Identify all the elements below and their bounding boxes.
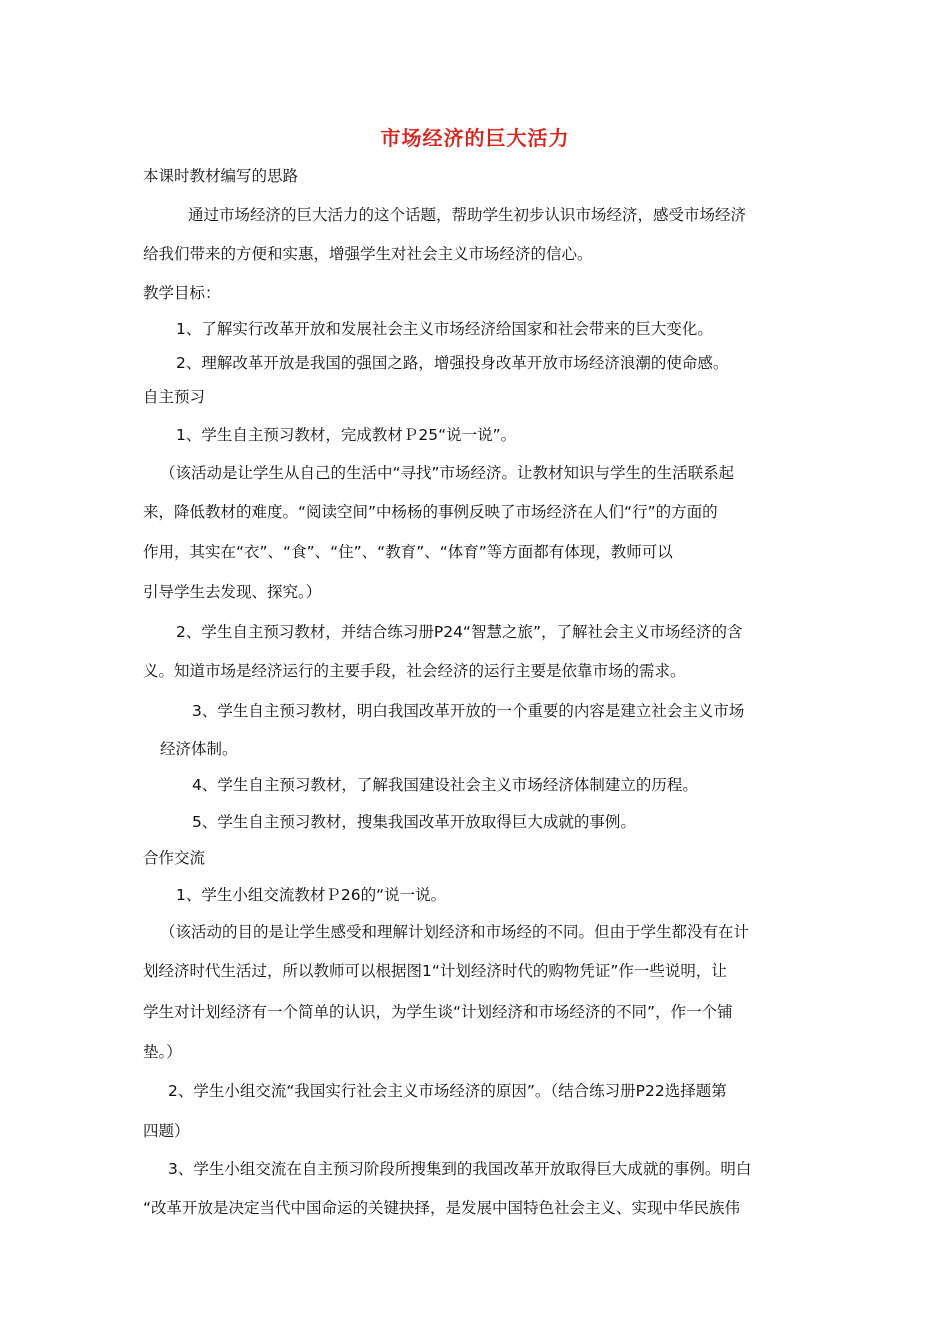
list-item: 1、了解实行改革开放和发展社会主义市场经济给国家和社会带来的巨大变化。 xyxy=(176,320,713,338)
paragraph-line: 作用，其实在“衣”、“食”、“住”、“教育”、“体育”等方面都有体现，教师可以 xyxy=(143,543,673,561)
paragraph-line: （该活动是让学生从自己的生活中“寻找”市场经济。让教材知识与学生的生活联系起 xyxy=(160,464,735,482)
list-item: 1、学生自主预习教材，完成教材Ｐ25“说一说”。 xyxy=(176,426,517,444)
list-item: 2、学生自主预习教材，并结合练习册P24“智慧之旅”，了解社会主义市场经济的含 xyxy=(176,623,743,641)
section-heading-cooperation: 合作交流 xyxy=(143,849,206,867)
list-item: 4、学生自主预习教材，了解我国建设社会主义市场经济体制建立的历程。 xyxy=(192,776,698,794)
paragraph-line: 引导学生去发现、探究。） xyxy=(143,583,322,601)
list-item: 2、学生小组交流“我国实行社会主义市场经济的原因”。（结合练习册P22选择题第 xyxy=(168,1082,727,1100)
paragraph-line: 通过市场经济的巨大活力的这个话题，帮助学生初步认识市场经济，感受市场经济 xyxy=(188,206,747,224)
list-item: 3、学生自主预习教材，明白我国改革开放的一个重要的内容是建立社会主义市场 xyxy=(192,702,745,720)
paragraph-line: 经济体制。 xyxy=(160,740,238,758)
section-heading-writing-approach: 本课时教材编写的思路 xyxy=(143,167,299,185)
paragraph-line: “改革开放是决定当代中国命运的关键抉择，是发展中国特色社会主义、实现中华民族伟 xyxy=(143,1199,741,1217)
list-item: 1、学生小组交流教材Ｐ26的“说一说。 xyxy=(176,886,447,904)
paragraph-line: 垫。） xyxy=(143,1043,182,1061)
paragraph-line: 来，降低教材的难度。“阅读空间”中杨杨的事例反映了市场经济在人们“行”的方面的 xyxy=(143,503,718,521)
list-item: 2、理解改革开放是我国的强国之路，增强投身改革开放市场经济浪潮的使命感。 xyxy=(176,354,729,372)
section-heading-self-preview: 自主预习 xyxy=(143,388,206,406)
paragraph-line: 给我们带来的方便和实惠，增强学生对社会主义市场经济的信心。 xyxy=(143,245,593,263)
document-title: 市场经济的巨大活力 xyxy=(380,126,570,150)
paragraph-line: 划经济时代生活过，所以教师可以根据图1“计划经济时代的购物凭证”作一些说明，让 xyxy=(143,962,727,980)
paragraph-line: 四题） xyxy=(143,1122,190,1140)
paragraph-line: （该活动的目的是让学生感受和理解计划经济和市场经的不同。但由于学生都没有在计 xyxy=(160,923,750,941)
paragraph-line: 学生对计划经济有一个简单的认识，为学生谈“计划经济和市场经济的不同”，作一个铺 xyxy=(143,1003,733,1021)
list-item: 3、学生小组交流在自主预习阶段所搜集到的我国改革开放取得巨大成就的事例。明白 xyxy=(168,1160,752,1178)
list-item: 5、学生自主预习教材，搜集我国改革开放取得巨大成就的事例。 xyxy=(192,813,636,831)
paragraph-line: 义。知道市场是经济运行的主要手段，社会经济的运行主要是依靠市场的需求。 xyxy=(143,662,686,680)
section-heading-teaching-goals: 教学目标： xyxy=(143,284,221,302)
